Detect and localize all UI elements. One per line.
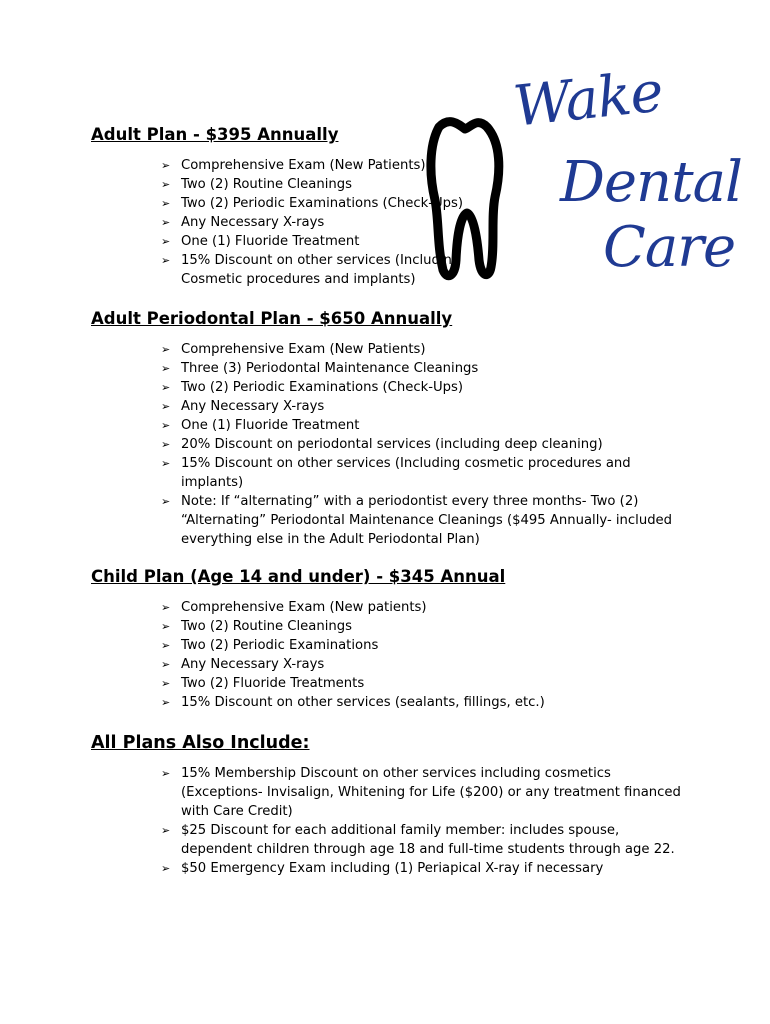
list-item: ➢ Any Necessary X-rays [161, 657, 325, 672]
list-item: ➢ 15% Membership Discount on other services including cosmetics (Exceptions- Invisalign, Whitening for Life ($200) or any treatment financed with Care Credit) [161, 766, 681, 819]
arrow-bullet-icon: ➢ [161, 254, 171, 267]
arrow-bullet-icon: ➢ [161, 235, 171, 248]
arrow-bullet-icon: ➢ [161, 862, 171, 875]
logo-word-care: Care [603, 215, 736, 280]
list-item: ➢ Two (2) Routine Cleanings [161, 177, 352, 192]
arrow-bullet-icon: ➢ [161, 381, 171, 394]
arrow-bullet-icon: ➢ [161, 639, 171, 652]
plan-items-list [91, 598, 730, 712]
list-item: ➢ 15% Discount on other services (Including cosmetic procedures and implants) [161, 456, 631, 490]
list-item: ➢ Three (3) Periodontal Maintenance Cleanings [161, 361, 479, 376]
list-item: ➢ $50 Emergency Exam including (1) Periapical X-ray if necessary [161, 861, 604, 876]
section-all-plans-include [91, 732, 730, 878]
arrow-bullet-icon: ➢ [161, 159, 171, 172]
list-item: ➢ Two (2) Routine Cleanings [161, 619, 352, 634]
arrow-bullet-icon: ➢ [161, 601, 171, 614]
arrow-bullet-icon: ➢ [161, 620, 171, 633]
plan-items-list [91, 340, 730, 549]
list-item: ➢ Any Necessary X-rays [161, 399, 325, 414]
plan-items-list [91, 156, 730, 289]
list-item: ➢ Two (2) Periodic Examinations (Check-Ups) [161, 380, 464, 395]
list-item: ➢ Two (2) Periodic Examinations [161, 638, 379, 653]
list-item: ➢ Comprehensive Exam (New Patients) [161, 342, 426, 357]
arrow-bullet-icon: ➢ [161, 658, 171, 671]
list-item: ➢ One (1) Fluoride Treatment [161, 234, 360, 249]
arrow-bullet-icon: ➢ [161, 178, 171, 191]
arrow-bullet-icon: ➢ [161, 216, 171, 229]
arrow-bullet-icon: ➢ [161, 343, 171, 356]
arrow-bullet-icon: ➢ [161, 767, 171, 780]
list-item: ➢ Two (2) Periodic Examinations (Check-Ups) [161, 196, 464, 211]
list-item: ➢ $25 Discount for each additional family member: includes spouse, dependent children through age 18 and full-time students through age 22. [161, 823, 675, 857]
section-title: Child Plan (Age 14 and under) - $345 Annual [91, 567, 506, 586]
arrow-bullet-icon: ➢ [161, 362, 171, 375]
list-item: ➢ 20% Discount on periodontal services (including deep cleaning) [161, 437, 603, 452]
section-title: Adult Plan - $395 Annually [91, 125, 339, 144]
arrow-bullet-icon: ➢ [161, 824, 171, 837]
logo-word-wake: Wake [510, 59, 666, 140]
arrow-bullet-icon: ➢ [161, 677, 171, 690]
arrow-bullet-icon: ➢ [161, 400, 171, 413]
list-item: ➢ 15% Discount on other services (Including Cosmetic procedures and implants) [161, 253, 461, 287]
section-adult-plan [91, 124, 730, 289]
list-item: ➢ One (1) Fluoride Treatment [161, 418, 360, 433]
arrow-bullet-icon: ➢ [161, 438, 171, 451]
section-adult-periodontal-plan [91, 308, 730, 549]
section-title: All Plans Also Include: [91, 733, 310, 753]
arrow-bullet-icon: ➢ [161, 457, 171, 470]
list-item: ➢ Comprehensive Exam (New Patients) [161, 158, 426, 173]
list-item: ➢ 15% Discount on other services (sealants, fillings, etc.) [161, 695, 545, 710]
list-item: ➢ Comprehensive Exam (New patients) [161, 600, 427, 615]
arrow-bullet-icon: ➢ [161, 696, 171, 709]
logo-word-dental: Dental [560, 150, 742, 215]
plan-items-list [91, 764, 730, 878]
section-title: Adult Periodontal Plan - $650 Annually [91, 309, 453, 328]
section-child-plan [91, 566, 730, 712]
arrow-bullet-icon: ➢ [161, 495, 171, 508]
arrow-bullet-icon: ➢ [161, 197, 171, 210]
list-item: ➢ Note: If “alternating” with a periodontist every three months- Two (2) “Alternating” Periodontal Maintenance Cleanings ($495 Annually- included everything else in the Adult Periodontal Plan) [161, 494, 673, 547]
list-item: ➢ Two (2) Fluoride Treatments [161, 676, 365, 691]
list-item: ➢ Any Necessary X-rays [161, 215, 325, 230]
arrow-bullet-icon: ➢ [161, 419, 171, 432]
